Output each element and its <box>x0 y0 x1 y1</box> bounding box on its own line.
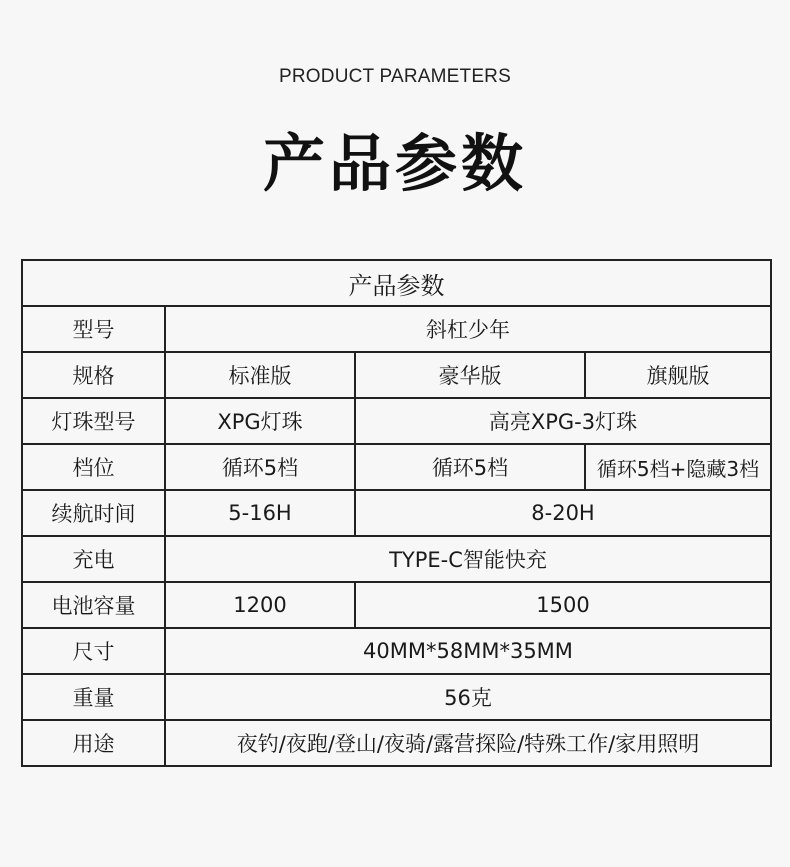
charging-value: TYPE-C智能快充 <box>165 536 771 582</box>
row-label-weight: 重量 <box>22 674 165 720</box>
table-row-battery <box>22 582 771 628</box>
row-label-usage: 用途 <box>22 720 165 766</box>
battery-high: 1500 <box>355 582 771 628</box>
row-label-modes: 档位 <box>22 444 165 490</box>
size-value: 40MM*58MM*35MM <box>165 628 771 674</box>
table-row-model <box>22 306 771 352</box>
spec-standard: 标准版 <box>165 352 355 398</box>
page-title: 产品参数 <box>262 127 527 200</box>
table-row-spec <box>22 352 771 398</box>
parameter-table <box>21 259 772 767</box>
row-label-size: 尺寸 <box>22 628 165 674</box>
table-row-usage <box>22 720 771 766</box>
battery-standard: 1200 <box>165 582 355 628</box>
runtime-high: 8-20H <box>355 490 771 536</box>
modes-standard: 循环5档 <box>165 444 355 490</box>
table-row-runtime <box>22 490 771 536</box>
table-row-weight <box>22 674 771 720</box>
row-label-spec: 规格 <box>22 352 165 398</box>
table-row-modes <box>22 444 771 490</box>
subtitle: PRODUCT PARAMETERS <box>279 66 511 87</box>
row-label-battery: 电池容量 <box>22 582 165 628</box>
table-caption: 产品参数 <box>22 260 771 306</box>
led-high: 高亮XPG-3灯珠 <box>355 398 771 444</box>
model-value: 斜杠少年 <box>165 306 771 352</box>
spec-flagship: 旗舰版 <box>585 352 771 398</box>
table-row-caption <box>22 260 771 306</box>
usage-value: 夜钓/夜跑/登山/夜骑/露营探险/特殊工作/家用照明 <box>165 720 771 766</box>
row-label-led: 灯珠型号 <box>22 398 165 444</box>
modes-deluxe: 循环5档 <box>355 444 585 490</box>
led-standard: XPG灯珠 <box>165 398 355 444</box>
row-label-runtime: 续航时间 <box>22 490 165 536</box>
weight-value: 56克 <box>165 674 771 720</box>
row-label-model: 型号 <box>22 306 165 352</box>
table-row-size <box>22 628 771 674</box>
modes-flagship: 循环5档+隐藏3档 <box>585 444 771 490</box>
row-label-charging: 充电 <box>22 536 165 582</box>
table-row-led <box>22 398 771 444</box>
spec-deluxe: 豪华版 <box>355 352 585 398</box>
runtime-standard: 5-16H <box>165 490 355 536</box>
table-row-charging <box>22 536 771 582</box>
